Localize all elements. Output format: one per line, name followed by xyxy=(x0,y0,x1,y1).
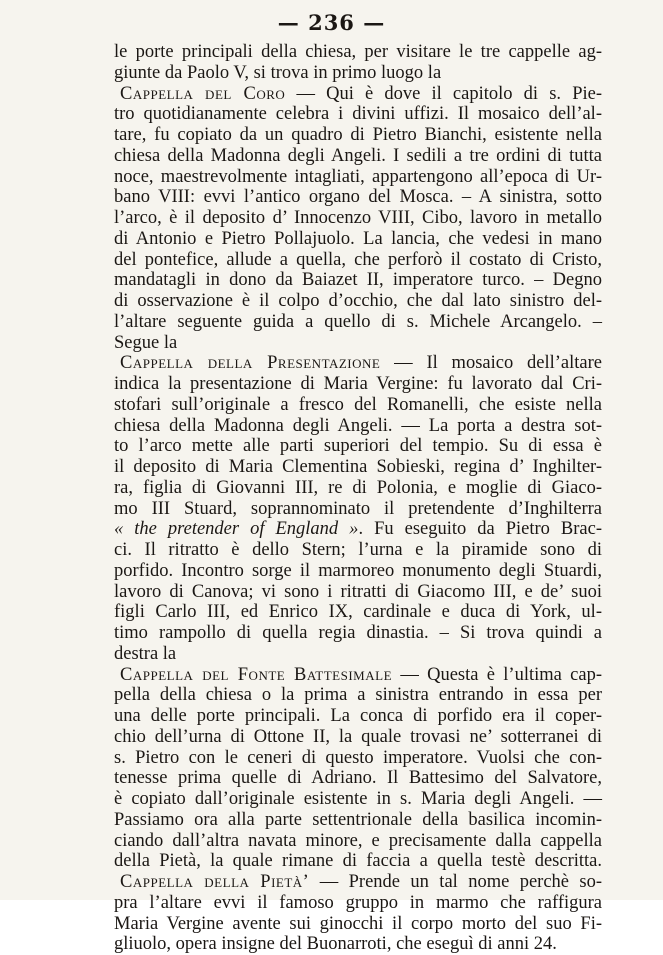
text-run: giunte da Paolo V, si trova in primo luogo la xyxy=(114,62,442,83)
text-line xyxy=(114,478,602,499)
text-run: timo rampollo di quella regia dinastia. – Si trova quindi a xyxy=(114,623,602,643)
text-run: tro quotidianamente celebra i divini uffizi. Il mosaico dell’al- xyxy=(114,104,602,125)
text-run: di Antonio e Pietro Pollajuolo. La lancia, che vedesi in mano xyxy=(114,228,602,249)
text-line xyxy=(114,851,602,872)
section-heading: Cappella della Presentazione xyxy=(120,353,381,374)
text-run: figli Carlo III, ed Enrico IX, cardinale e duca di York, ul- xyxy=(114,602,602,623)
text-run: le porte principali della chiesa, per visitare le tre cappelle ag- xyxy=(114,42,602,62)
text-line xyxy=(114,125,602,146)
text-line xyxy=(114,353,602,374)
text-line xyxy=(114,395,602,416)
text-run: noce, maestrevolmente intagliati, appartengono all’epoca di Ur- xyxy=(114,166,602,187)
text-run: — Questa è l’ultima cap- xyxy=(392,664,602,685)
text-run: stofari sull’originale a fresco del Romanelli, che esiste nella xyxy=(114,394,602,415)
text-line xyxy=(114,208,602,229)
text-line xyxy=(114,706,602,727)
text-run: Segue la xyxy=(114,332,178,353)
section-heading: Cappella del Fonte Battesimale xyxy=(120,664,393,685)
text-run: — Il mosaico dell’altare xyxy=(380,353,602,374)
text-line xyxy=(114,104,602,125)
text-run: una delle porte principali. La conca di porfido era il coper- xyxy=(114,706,602,726)
text-run: bano VIII: evvi l’antico organo del Mosca. – A sinistra, sotto xyxy=(114,187,602,208)
text-line xyxy=(114,374,602,395)
text-run: della Pietà, la quale rimane di faccia a quella testè descritta. xyxy=(114,851,602,872)
text-run: chio dell’urna di Ottone II, la quale trovasi ne’ sotterranei di xyxy=(114,726,602,747)
page-number: — 236 — xyxy=(277,10,386,35)
text-run: chiesa della Madonna degli Angeli. — La porta a destra sot- xyxy=(114,415,602,436)
text-line xyxy=(114,42,602,63)
text-run: ci. Il ritratto è dello Stern; l’urna e la piramide sono di xyxy=(114,540,602,560)
text-line xyxy=(114,167,602,188)
text-line xyxy=(114,934,602,955)
text-run: indica la presentazione di Maria Vergine: fu lavorato dal Cri- xyxy=(114,374,602,394)
text-run: Passiamo ora alla parte settentrionale della basilica incomin- xyxy=(114,809,602,830)
text-run: Maria Vergine avente sui ginocchi il corpo morto del suo Fi- xyxy=(114,913,602,934)
text-line xyxy=(114,831,602,852)
body-text xyxy=(114,42,602,955)
text-line xyxy=(114,602,602,623)
text-line xyxy=(114,312,602,333)
text-run: gliuolo, opera insigne del Buonarroti, che eseguì di anni 24. xyxy=(114,934,557,955)
text-run: pella della chiesa o la prima a sinistra entrando in essa per xyxy=(114,685,602,706)
text-run: pra l’altare evvi il famoso gruppo in marmo che raffigura xyxy=(114,892,602,913)
text-line xyxy=(114,665,602,686)
text-line xyxy=(114,748,602,769)
text-line xyxy=(114,893,602,914)
text-line xyxy=(114,582,602,603)
text-line xyxy=(114,229,602,250)
text-line xyxy=(114,499,602,520)
text-run: del pontefice, allude a quella, che perforò il costato di Cristo, xyxy=(114,249,602,270)
text-line xyxy=(114,623,602,644)
text-run: chiesa della Madonna degli Angeli. I sedili a tre ordini di tutta xyxy=(114,145,602,166)
text-run: lavoro di Canova; vi sono i ritratti di Giacomo III, e de’ suoi xyxy=(114,581,602,602)
text-run: è copiato dall’originale esistente in s. Maria degli Angeli. — xyxy=(114,789,602,809)
text-run: di osservazione è il colpo d’occhio, che dal lato sinistro del- xyxy=(114,291,602,311)
text-line xyxy=(114,914,602,935)
text-line xyxy=(114,685,602,706)
text-line xyxy=(114,436,602,457)
text-run: s. Pietro con le ceneri di questo imperatore. Vuolsi che con- xyxy=(114,747,602,768)
text-line xyxy=(114,146,602,167)
text-line xyxy=(114,644,602,665)
text-run: destra la xyxy=(114,643,177,664)
text-line xyxy=(114,416,602,437)
text-line xyxy=(114,270,602,291)
text-run: mandatagli in dono da Baiazet II, imperatore turco. – Degno xyxy=(114,270,602,291)
text-run: il deposito di Maria Clementina Sobieski, regina d’ Inghilter- xyxy=(114,457,602,477)
text-run: ciando dall’altra navata minore, e precisamente dalla cappella xyxy=(114,830,602,851)
text-line xyxy=(114,63,602,84)
text-run: — Qui è dove il capitolo di s. Pie- xyxy=(285,83,602,104)
text-run: — Prende un tal nome perchè so- xyxy=(309,872,602,892)
text-line xyxy=(114,561,602,582)
text-line xyxy=(114,250,602,271)
text-line xyxy=(114,333,602,354)
text-run: ra, figlia di Giovanni III, re di Polonia, e moglie di Giaco- xyxy=(114,477,602,498)
text-run: . Fu eseguito da Pietro Brac- xyxy=(358,519,602,540)
text-run: porfido. Incontro sorge il marmoreo monumento degli Stuardi, xyxy=(114,560,602,581)
text-line xyxy=(114,727,602,748)
text-line xyxy=(114,457,602,478)
text-line xyxy=(114,84,602,105)
text-run: tare, fu copiato da un quadro di Pietro Bianchi, esistente nella xyxy=(114,125,602,145)
text-line xyxy=(114,810,602,831)
text-run: l’arco, è il deposito d’ Innocenzo VIII, Cibo, lavoro in metallo xyxy=(114,208,602,228)
section-heading: Cappella del Coro xyxy=(120,83,286,104)
text-run: tenesse prima quelle di Adriano. Il Battesimo del Salvatore, xyxy=(114,768,602,789)
text-line xyxy=(114,768,602,789)
text-line xyxy=(114,291,602,312)
italic-quote: « the pretender of England » xyxy=(114,519,359,540)
text-run: l’altare seguente guida a quello di s. Michele Arcangelo. – xyxy=(114,311,602,332)
text-line xyxy=(114,519,602,540)
text-run: mo III Stuard, soprannominato il pretendente d’Inghilterra xyxy=(114,498,602,519)
text-line xyxy=(114,540,602,561)
text-line xyxy=(114,187,602,208)
section-heading: Cappella della Pietà’ xyxy=(120,872,310,892)
text-line xyxy=(114,789,602,810)
text-run: to l’arco mette alle parti superiori del tempio. Su di essa è xyxy=(114,436,602,457)
text-line xyxy=(114,872,602,893)
